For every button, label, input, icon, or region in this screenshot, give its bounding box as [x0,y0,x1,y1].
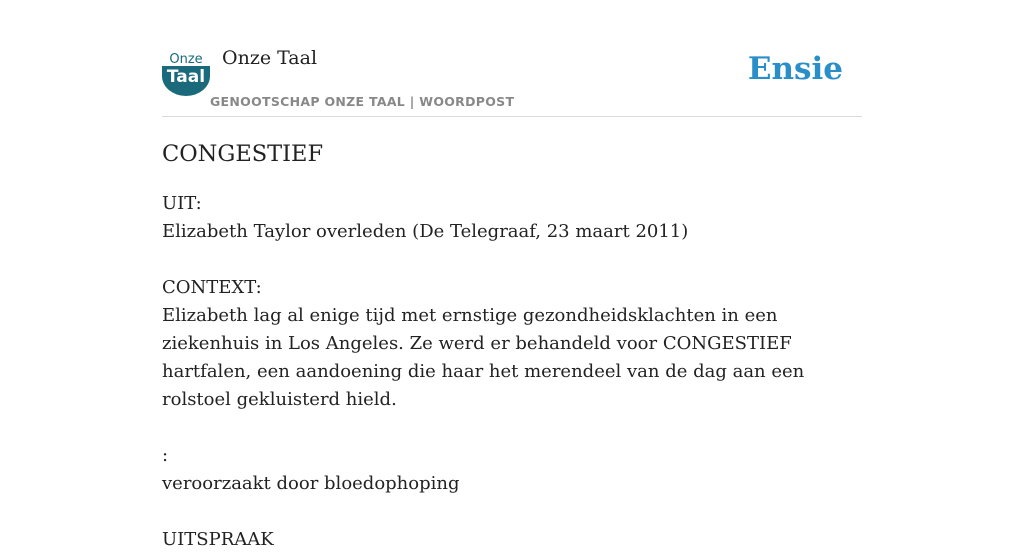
onze-taal-logo[interactable] [162,52,210,96]
paragraph-spacer [162,414,862,442]
definition-label: : [162,445,169,466]
page-title: CONGESTIEF [162,141,324,167]
paragraph-spacer [162,498,862,526]
onze-taal-logo-icon [162,52,210,96]
site-name[interactable]: Onze Taal [222,47,318,69]
entry-content [162,138,862,554]
pronunciation-label: UITSPRAAK [162,529,274,550]
logo-text-top: Onze [169,52,203,67]
source-text: Elizabeth Taylor overleden (De Telegraaf, 23 maart 2011) [162,221,689,242]
context-label: CONTEXT: [162,277,262,298]
definition-text: veroorzaakt door bloedophoping [162,473,460,494]
entry-body [162,190,862,554]
site-subtitle: GENOOTSCHAP ONZE TAAL | WOORDPOST [210,94,515,109]
ensie-brand-link[interactable]: Ensie [747,51,843,87]
logo-text-bottom: Taal [166,67,206,87]
context-text: Elizabeth lag al enige tijd met ernstige gezondheidsklachten in een ziekenhuis in Los Angeles. Ze werd er behandeld voor CONGESTIEF hartfalen, een aandoening die haar het merendeel van de dag aan een rolstoel gekluisterd hield. [162,305,805,410]
paragraph-spacer [162,246,862,274]
site-header [162,40,862,117]
source-label: UIT: [162,193,202,214]
